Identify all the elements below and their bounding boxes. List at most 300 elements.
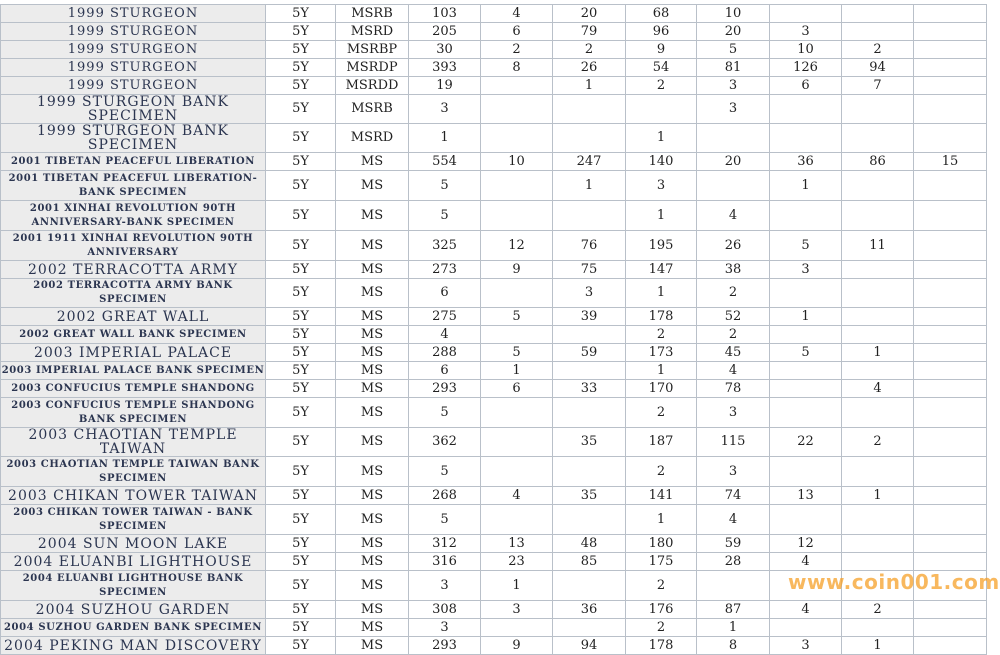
count-cell[interactable] — [842, 308, 914, 326]
count-cell[interactable]: 2 — [626, 457, 697, 487]
count-cell[interactable]: 2 — [842, 41, 914, 59]
grade-cell[interactable]: MS — [336, 398, 409, 428]
count-cell[interactable] — [914, 23, 987, 41]
total-cell[interactable]: 275 — [409, 308, 481, 326]
count-cell[interactable] — [914, 457, 987, 487]
total-cell[interactable]: 103 — [409, 5, 481, 23]
term-cell[interactable]: 5Y — [266, 171, 336, 201]
coin-name-cell[interactable]: 1999 STURGEON BANK SPECIMEN — [1, 124, 266, 153]
term-cell[interactable]: 5Y — [266, 362, 336, 380]
count-cell[interactable]: 8 — [481, 59, 553, 77]
count-cell[interactable]: 140 — [626, 153, 697, 171]
count-cell[interactable]: 4 — [697, 201, 770, 231]
coin-name-cell[interactable]: 1999 STURGEON — [1, 59, 266, 77]
table-row[interactable] — [1, 637, 987, 655]
count-cell[interactable] — [914, 231, 987, 261]
count-cell[interactable] — [770, 398, 842, 428]
coin-name-cell[interactable]: 2003 IMPERIAL PALACE BANK SPECIMEN — [1, 362, 266, 380]
coin-name-cell[interactable]: 2003 CONFUCIUS TEMPLE SHANDONG — [1, 380, 266, 398]
count-cell[interactable]: 11 — [842, 231, 914, 261]
count-cell[interactable] — [842, 171, 914, 201]
grade-cell[interactable]: MSRDD — [336, 77, 409, 95]
count-cell[interactable]: 178 — [626, 637, 697, 655]
count-cell[interactable] — [842, 505, 914, 535]
count-cell[interactable]: 48 — [553, 535, 626, 553]
count-cell[interactable]: 1 — [481, 362, 553, 380]
count-cell[interactable] — [697, 171, 770, 201]
count-cell[interactable]: 3 — [481, 601, 553, 619]
term-cell[interactable]: 5Y — [266, 153, 336, 171]
grade-cell[interactable]: MS — [336, 171, 409, 201]
count-cell[interactable] — [914, 344, 987, 362]
count-cell[interactable]: 52 — [697, 308, 770, 326]
count-cell[interactable]: 3 — [697, 77, 770, 95]
count-cell[interactable] — [481, 77, 553, 95]
count-cell[interactable]: 247 — [553, 153, 626, 171]
total-cell[interactable]: 205 — [409, 23, 481, 41]
coin-name-cell[interactable]: 2003 CHAOTIAN TEMPLE TAIWAN BANK SPECIMEN — [1, 457, 266, 487]
count-cell[interactable] — [842, 261, 914, 279]
count-cell[interactable] — [481, 326, 553, 344]
count-cell[interactable] — [914, 505, 987, 535]
grade-cell[interactable]: MSRBP — [336, 41, 409, 59]
count-cell[interactable]: 147 — [626, 261, 697, 279]
count-cell[interactable]: 1 — [481, 571, 553, 601]
count-cell[interactable]: 3 — [626, 171, 697, 201]
grade-cell[interactable]: MS — [336, 326, 409, 344]
coin-name-cell[interactable]: 2002 GREAT WALL — [1, 308, 266, 326]
term-cell[interactable]: 5Y — [266, 553, 336, 571]
total-cell[interactable]: 393 — [409, 59, 481, 77]
count-cell[interactable]: 5 — [697, 41, 770, 59]
term-cell[interactable]: 5Y — [266, 619, 336, 637]
coin-name-cell[interactable]: 2003 CHIKAN TOWER TAIWAN — [1, 487, 266, 505]
count-cell[interactable] — [697, 124, 770, 153]
total-cell[interactable]: 3 — [409, 571, 481, 601]
count-cell[interactable]: 94 — [842, 59, 914, 77]
count-cell[interactable]: 12 — [770, 535, 842, 553]
grade-cell[interactable]: MS — [336, 279, 409, 308]
count-cell[interactable]: 9 — [481, 261, 553, 279]
coin-name-cell[interactable]: 2002 TERRACOTTA ARMY BANK SPECIMEN — [1, 279, 266, 308]
count-cell[interactable]: 1 — [626, 279, 697, 308]
count-cell[interactable] — [914, 380, 987, 398]
count-cell[interactable] — [553, 326, 626, 344]
count-cell[interactable]: 28 — [697, 553, 770, 571]
total-cell[interactable]: 308 — [409, 601, 481, 619]
count-cell[interactable]: 1 — [697, 619, 770, 637]
grade-cell[interactable]: MS — [336, 308, 409, 326]
grade-cell[interactable]: MS — [336, 637, 409, 655]
table-row[interactable] — [1, 344, 987, 362]
count-cell[interactable]: 94 — [553, 637, 626, 655]
term-cell[interactable]: 5Y — [266, 95, 336, 124]
table-row[interactable] — [1, 362, 987, 380]
count-cell[interactable] — [481, 428, 553, 457]
count-cell[interactable] — [481, 279, 553, 308]
count-cell[interactable]: 76 — [553, 231, 626, 261]
count-cell[interactable]: 20 — [697, 23, 770, 41]
count-cell[interactable] — [553, 201, 626, 231]
count-cell[interactable] — [914, 124, 987, 153]
count-cell[interactable]: 6 — [770, 77, 842, 95]
grade-cell[interactable]: MS — [336, 261, 409, 279]
count-cell[interactable]: 126 — [770, 59, 842, 77]
count-cell[interactable]: 15 — [914, 153, 987, 171]
count-cell[interactable]: 4 — [481, 5, 553, 23]
count-cell[interactable]: 7 — [842, 77, 914, 95]
total-cell[interactable]: 1 — [409, 124, 481, 153]
count-cell[interactable] — [842, 23, 914, 41]
count-cell[interactable] — [481, 457, 553, 487]
total-cell[interactable]: 5 — [409, 398, 481, 428]
grade-cell[interactable]: MS — [336, 362, 409, 380]
total-cell[interactable]: 3 — [409, 95, 481, 124]
count-cell[interactable]: 39 — [553, 308, 626, 326]
count-cell[interactable]: 26 — [553, 59, 626, 77]
count-cell[interactable]: 180 — [626, 535, 697, 553]
total-cell[interactable]: 312 — [409, 535, 481, 553]
total-cell[interactable]: 325 — [409, 231, 481, 261]
count-cell[interactable] — [842, 124, 914, 153]
count-cell[interactable] — [914, 487, 987, 505]
table-row[interactable] — [1, 41, 987, 59]
count-cell[interactable]: 36 — [553, 601, 626, 619]
count-cell[interactable] — [842, 535, 914, 553]
count-cell[interactable]: 6 — [481, 23, 553, 41]
table-row[interactable] — [1, 326, 987, 344]
coin-name-cell[interactable]: 2001 XINHAI REVOLUTION 90TH ANNIVERSARY-BANK SPECIMEN — [1, 201, 266, 231]
count-cell[interactable]: 81 — [697, 59, 770, 77]
count-cell[interactable]: 23 — [481, 553, 553, 571]
count-cell[interactable] — [914, 398, 987, 428]
coin-name-cell[interactable]: 2004 PEKING MAN DISCOVERY — [1, 637, 266, 655]
coin-name-cell[interactable]: 2004 ELUANBI LIGHTHOUSE — [1, 553, 266, 571]
count-cell[interactable]: 12 — [481, 231, 553, 261]
total-cell[interactable]: 554 — [409, 153, 481, 171]
grade-cell[interactable]: MSRD — [336, 124, 409, 153]
count-cell[interactable]: 6 — [481, 380, 553, 398]
grade-cell[interactable]: MS — [336, 601, 409, 619]
coin-name-cell[interactable]: 1999 STURGEON — [1, 5, 266, 23]
term-cell[interactable]: 5Y — [266, 41, 336, 59]
count-cell[interactable]: 13 — [481, 535, 553, 553]
count-cell[interactable] — [842, 5, 914, 23]
count-cell[interactable]: 8 — [697, 637, 770, 655]
grade-cell[interactable]: MSRB — [336, 95, 409, 124]
table-row[interactable] — [1, 571, 987, 601]
count-cell[interactable]: 85 — [553, 553, 626, 571]
term-cell[interactable]: 5Y — [266, 571, 336, 601]
count-cell[interactable] — [842, 553, 914, 571]
count-cell[interactable]: 4 — [697, 505, 770, 535]
count-cell[interactable]: 1 — [770, 308, 842, 326]
grade-cell[interactable]: MS — [336, 535, 409, 553]
coin-name-cell[interactable]: 2002 TERRACOTTA ARMY — [1, 261, 266, 279]
count-cell[interactable]: 59 — [553, 344, 626, 362]
count-cell[interactable]: 45 — [697, 344, 770, 362]
count-cell[interactable]: 9 — [481, 637, 553, 655]
count-cell[interactable] — [770, 457, 842, 487]
count-cell[interactable] — [842, 398, 914, 428]
term-cell[interactable]: 5Y — [266, 23, 336, 41]
count-cell[interactable] — [914, 201, 987, 231]
table-row[interactable] — [1, 5, 987, 23]
term-cell[interactable]: 5Y — [266, 124, 336, 153]
coin-name-cell[interactable]: 2002 GREAT WALL BANK SPECIMEN — [1, 326, 266, 344]
count-cell[interactable]: 1 — [842, 344, 914, 362]
grade-cell[interactable]: MSRB — [336, 5, 409, 23]
count-cell[interactable]: 86 — [842, 153, 914, 171]
count-cell[interactable]: 96 — [626, 23, 697, 41]
table-row[interactable] — [1, 487, 987, 505]
count-cell[interactable] — [770, 95, 842, 124]
count-cell[interactable]: 4 — [770, 553, 842, 571]
count-cell[interactable] — [553, 505, 626, 535]
coin-name-cell[interactable]: 2004 SUZHOU GARDEN — [1, 601, 266, 619]
count-cell[interactable]: 68 — [626, 5, 697, 23]
count-cell[interactable]: 59 — [697, 535, 770, 553]
count-cell[interactable] — [770, 279, 842, 308]
count-cell[interactable]: 175 — [626, 553, 697, 571]
count-cell[interactable] — [770, 505, 842, 535]
count-cell[interactable] — [697, 571, 770, 601]
count-cell[interactable]: 13 — [770, 487, 842, 505]
term-cell[interactable]: 5Y — [266, 231, 336, 261]
total-cell[interactable]: 5 — [409, 505, 481, 535]
term-cell[interactable]: 5Y — [266, 326, 336, 344]
count-cell[interactable] — [914, 95, 987, 124]
total-cell[interactable]: 6 — [409, 279, 481, 308]
table-row[interactable] — [1, 171, 987, 201]
count-cell[interactable] — [770, 5, 842, 23]
coin-name-cell[interactable]: 2001 TIBETAN PEACEFUL LIBERATION-BANK SPECIMEN — [1, 171, 266, 201]
count-cell[interactable]: 176 — [626, 601, 697, 619]
count-cell[interactable] — [481, 95, 553, 124]
total-cell[interactable]: 30 — [409, 41, 481, 59]
count-cell[interactable] — [914, 59, 987, 77]
term-cell[interactable]: 5Y — [266, 637, 336, 655]
grade-cell[interactable]: MS — [336, 201, 409, 231]
count-cell[interactable]: 33 — [553, 380, 626, 398]
total-cell[interactable]: 5 — [409, 457, 481, 487]
count-cell[interactable]: 54 — [626, 59, 697, 77]
coin-name-cell[interactable]: 2003 CHAOTIAN TEMPLE TAIWAN — [1, 428, 266, 457]
table-row[interactable] — [1, 428, 987, 457]
count-cell[interactable]: 5 — [481, 308, 553, 326]
count-cell[interactable] — [553, 571, 626, 601]
count-cell[interactable]: 2 — [697, 326, 770, 344]
count-cell[interactable]: 3 — [697, 457, 770, 487]
count-cell[interactable]: 22 — [770, 428, 842, 457]
count-cell[interactable] — [914, 362, 987, 380]
count-cell[interactable]: 3 — [697, 398, 770, 428]
count-cell[interactable] — [481, 505, 553, 535]
count-cell[interactable]: 4 — [697, 362, 770, 380]
term-cell[interactable]: 5Y — [266, 398, 336, 428]
count-cell[interactable]: 3 — [697, 95, 770, 124]
count-cell[interactable] — [770, 201, 842, 231]
count-cell[interactable]: 2 — [626, 326, 697, 344]
count-cell[interactable]: 2 — [626, 619, 697, 637]
count-cell[interactable] — [914, 637, 987, 655]
total-cell[interactable]: 362 — [409, 428, 481, 457]
count-cell[interactable]: 1 — [553, 171, 626, 201]
count-cell[interactable] — [553, 619, 626, 637]
count-cell[interactable]: 5 — [770, 344, 842, 362]
count-cell[interactable]: 26 — [697, 231, 770, 261]
count-cell[interactable] — [481, 171, 553, 201]
count-cell[interactable]: 178 — [626, 308, 697, 326]
grade-cell[interactable]: MS — [336, 457, 409, 487]
count-cell[interactable] — [842, 571, 914, 601]
count-cell[interactable]: 87 — [697, 601, 770, 619]
count-cell[interactable]: 2 — [697, 279, 770, 308]
count-cell[interactable]: 4 — [481, 487, 553, 505]
count-cell[interactable] — [842, 201, 914, 231]
total-cell[interactable]: 3 — [409, 619, 481, 637]
grade-cell[interactable]: MS — [336, 487, 409, 505]
count-cell[interactable] — [842, 95, 914, 124]
total-cell[interactable]: 273 — [409, 261, 481, 279]
coin-name-cell[interactable]: 1999 STURGEON — [1, 77, 266, 95]
total-cell[interactable]: 5 — [409, 201, 481, 231]
count-cell[interactable] — [914, 535, 987, 553]
term-cell[interactable]: 5Y — [266, 77, 336, 95]
count-cell[interactable]: 4 — [842, 380, 914, 398]
table-row[interactable] — [1, 59, 987, 77]
count-cell[interactable]: 1 — [770, 171, 842, 201]
count-cell[interactable] — [914, 41, 987, 59]
count-cell[interactable] — [770, 571, 842, 601]
count-cell[interactable] — [553, 362, 626, 380]
term-cell[interactable]: 5Y — [266, 5, 336, 23]
count-cell[interactable] — [842, 326, 914, 344]
grade-cell[interactable]: MSRDP — [336, 59, 409, 77]
count-cell[interactable]: 9 — [626, 41, 697, 59]
total-cell[interactable]: 19 — [409, 77, 481, 95]
coin-name-cell[interactable]: 2003 CHIKAN TOWER TAIWAN - BANK SPECIMEN — [1, 505, 266, 535]
count-cell[interactable] — [553, 457, 626, 487]
table-row[interactable] — [1, 23, 987, 41]
count-cell[interactable] — [842, 619, 914, 637]
count-cell[interactable]: 74 — [697, 487, 770, 505]
total-cell[interactable]: 293 — [409, 637, 481, 655]
count-cell[interactable] — [553, 398, 626, 428]
grade-cell[interactable]: MS — [336, 571, 409, 601]
term-cell[interactable]: 5Y — [266, 487, 336, 505]
total-cell[interactable]: 316 — [409, 553, 481, 571]
coin-name-cell[interactable]: 2001 1911 XINHAI REVOLUTION 90TH ANNIVERSARY — [1, 231, 266, 261]
count-cell[interactable]: 38 — [697, 261, 770, 279]
count-cell[interactable] — [553, 95, 626, 124]
grade-cell[interactable]: MS — [336, 553, 409, 571]
count-cell[interactable]: 3 — [770, 23, 842, 41]
count-cell[interactable]: 1 — [626, 505, 697, 535]
count-cell[interactable]: 2 — [553, 41, 626, 59]
count-cell[interactable]: 2 — [626, 398, 697, 428]
coin-name-cell[interactable]: 1999 STURGEON — [1, 23, 266, 41]
term-cell[interactable]: 5Y — [266, 201, 336, 231]
term-cell[interactable]: 5Y — [266, 344, 336, 362]
total-cell[interactable]: 6 — [409, 362, 481, 380]
count-cell[interactable]: 1 — [553, 77, 626, 95]
table-row[interactable] — [1, 308, 987, 326]
grade-cell[interactable]: MS — [336, 505, 409, 535]
table-row[interactable] — [1, 77, 987, 95]
coin-name-cell[interactable]: 2004 SUZHOU GARDEN BANK SPECIMEN — [1, 619, 266, 637]
count-cell[interactable] — [914, 619, 987, 637]
count-cell[interactable] — [914, 171, 987, 201]
count-cell[interactable] — [770, 326, 842, 344]
term-cell[interactable]: 5Y — [266, 535, 336, 553]
count-cell[interactable]: 3 — [770, 637, 842, 655]
count-cell[interactable]: 195 — [626, 231, 697, 261]
table-row[interactable] — [1, 457, 987, 487]
count-cell[interactable]: 2 — [842, 601, 914, 619]
count-cell[interactable] — [914, 261, 987, 279]
table-row[interactable] — [1, 505, 987, 535]
count-cell[interactable]: 2 — [626, 571, 697, 601]
table-row[interactable] — [1, 124, 987, 153]
count-cell[interactable] — [914, 77, 987, 95]
table-row[interactable] — [1, 201, 987, 231]
count-cell[interactable]: 36 — [770, 153, 842, 171]
term-cell[interactable]: 5Y — [266, 428, 336, 457]
count-cell[interactable]: 2 — [481, 41, 553, 59]
count-cell[interactable] — [481, 201, 553, 231]
table-row[interactable] — [1, 601, 987, 619]
table-row[interactable] — [1, 153, 987, 171]
count-cell[interactable] — [914, 553, 987, 571]
count-cell[interactable] — [842, 457, 914, 487]
count-cell[interactable]: 10 — [770, 41, 842, 59]
term-cell[interactable]: 5Y — [266, 505, 336, 535]
count-cell[interactable]: 115 — [697, 428, 770, 457]
count-cell[interactable]: 2 — [842, 428, 914, 457]
count-cell[interactable]: 5 — [770, 231, 842, 261]
count-cell[interactable] — [481, 398, 553, 428]
count-cell[interactable]: 1 — [626, 362, 697, 380]
count-cell[interactable] — [626, 95, 697, 124]
count-cell[interactable]: 20 — [553, 5, 626, 23]
coin-name-cell[interactable]: 2004 SUN MOON LAKE — [1, 535, 266, 553]
count-cell[interactable]: 187 — [626, 428, 697, 457]
count-cell[interactable] — [914, 5, 987, 23]
grade-cell[interactable]: MS — [336, 153, 409, 171]
count-cell[interactable] — [914, 428, 987, 457]
count-cell[interactable] — [770, 362, 842, 380]
table-row[interactable] — [1, 398, 987, 428]
table-row[interactable] — [1, 535, 987, 553]
count-cell[interactable]: 141 — [626, 487, 697, 505]
count-cell[interactable]: 10 — [697, 5, 770, 23]
term-cell[interactable]: 5Y — [266, 261, 336, 279]
term-cell[interactable]: 5Y — [266, 308, 336, 326]
table-row[interactable] — [1, 279, 987, 308]
count-cell[interactable] — [914, 601, 987, 619]
count-cell[interactable]: 1 — [842, 637, 914, 655]
coin-name-cell[interactable]: 2004 ELUANBI LIGHTHOUSE BANK SPECIMEN — [1, 571, 266, 601]
count-cell[interactable] — [770, 380, 842, 398]
count-cell[interactable]: 79 — [553, 23, 626, 41]
coin-name-cell[interactable]: 2003 CONFUCIUS TEMPLE SHANDONG BANK SPECIMEN — [1, 398, 266, 428]
total-cell[interactable]: 5 — [409, 171, 481, 201]
count-cell[interactable]: 4 — [770, 601, 842, 619]
coin-name-cell[interactable]: 1999 STURGEON BANK SPECIMEN — [1, 95, 266, 124]
count-cell[interactable]: 2 — [626, 77, 697, 95]
table-row[interactable] — [1, 95, 987, 124]
